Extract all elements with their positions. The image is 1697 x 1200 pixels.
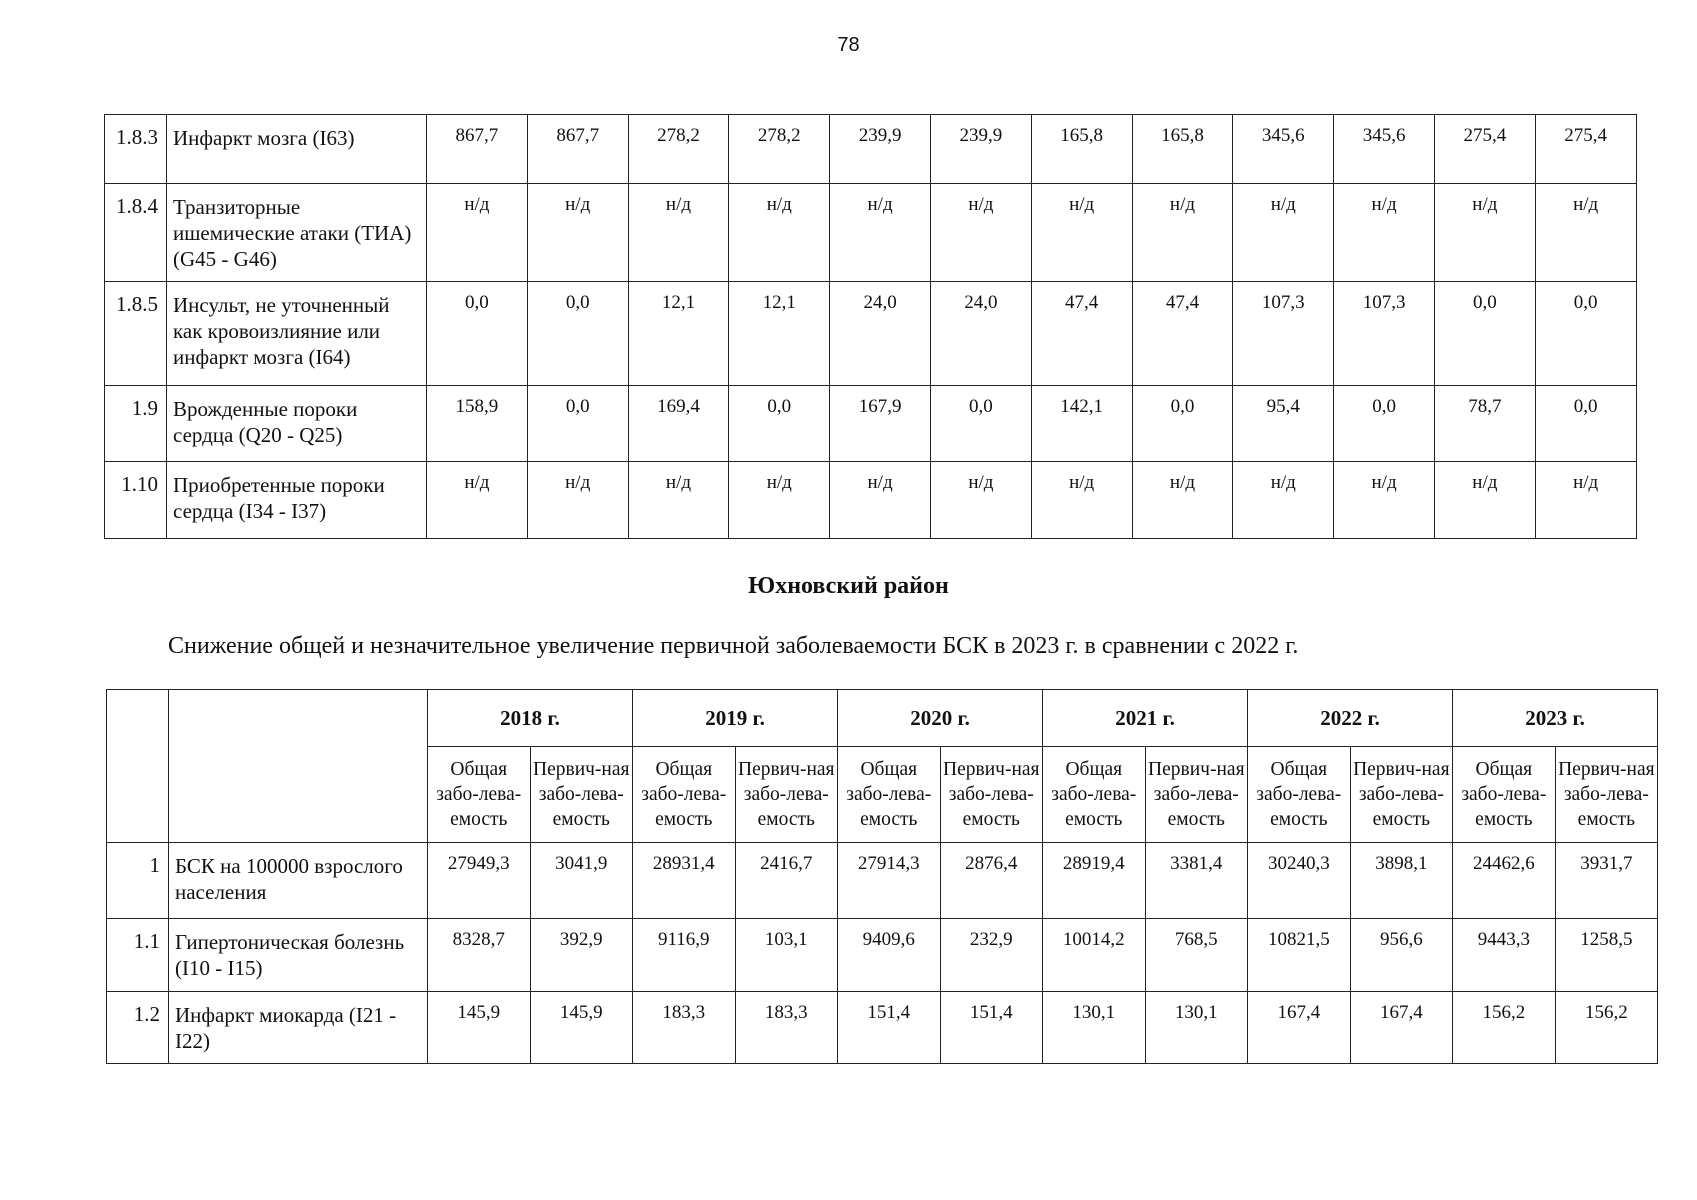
table-cell: 956,6 — [1350, 919, 1453, 992]
table-cell: 156,2 — [1555, 992, 1658, 1064]
table-row — [105, 282, 1637, 386]
primary-morbidity-header: Первич-ная забо-лева-емость — [1555, 747, 1658, 843]
table-cell: 2416,7 — [735, 843, 838, 919]
section-heading: Юхновский район — [748, 573, 949, 599]
table-cell: 24,0 — [830, 282, 931, 386]
table-cell: 10014,2 — [1043, 919, 1146, 992]
year-header: 2023 г. — [1453, 690, 1658, 747]
table-cell: 278,2 — [628, 115, 729, 184]
row-code: 1.1 — [107, 919, 169, 992]
table-cell: 145,9 — [530, 992, 633, 1064]
general-morbidity-header: Общая забо-лева-емость — [838, 747, 941, 843]
table-cell: н/д — [1434, 462, 1535, 539]
table-row — [105, 184, 1637, 282]
row-code: 1.10 — [105, 462, 167, 539]
section-intro: Снижение общей и незначительное увеличение первичной заболеваемости БСК в 2023 г. в сравнении с 2022 г. — [168, 633, 1299, 659]
row-name: БСК на 100000 взрослого населения — [169, 843, 428, 919]
table-cell: 183,3 — [633, 992, 736, 1064]
table-cell: 103,1 — [735, 919, 838, 992]
row-code: 1.8.4 — [105, 184, 167, 282]
table-cell: н/д — [930, 462, 1031, 539]
table-row — [107, 919, 1658, 992]
table-cell: н/д — [1334, 184, 1435, 282]
table-cell: 0,0 — [1535, 282, 1636, 386]
table-cell: н/д — [1434, 184, 1535, 282]
table-cell: н/д — [628, 462, 729, 539]
table-row — [105, 115, 1637, 184]
table-cell: 169,4 — [628, 386, 729, 462]
table-cell: н/д — [1535, 184, 1636, 282]
table-cell: н/д — [1031, 184, 1132, 282]
table-cell: 239,9 — [830, 115, 931, 184]
table-cell: 275,4 — [1434, 115, 1535, 184]
table-cell: 392,9 — [530, 919, 633, 992]
table-cell: 167,4 — [1248, 992, 1351, 1064]
table-cell: н/д — [830, 462, 931, 539]
table-cell: 275,4 — [1535, 115, 1636, 184]
row-name: Инфаркт мозга (I63) — [167, 115, 427, 184]
table-cell: 156,2 — [1453, 992, 1556, 1064]
row-name: Гипертоническая болезнь (I10 - I15) — [169, 919, 428, 992]
table-cell: н/д — [830, 184, 931, 282]
row-name: Транзиторные ишемические атаки (ТИА) (G45 - G46) — [167, 184, 427, 282]
table-cell: 232,9 — [940, 919, 1043, 992]
primary-morbidity-header: Первич-ная забо-лева-емость — [1350, 747, 1453, 843]
table-cell: 28919,4 — [1043, 843, 1146, 919]
row-code: 1.8.5 — [105, 282, 167, 386]
table-cell: 8328,7 — [428, 919, 531, 992]
table-cell: н/д — [729, 184, 830, 282]
table-cell: 151,4 — [940, 992, 1043, 1064]
table-cell: 47,4 — [1132, 282, 1233, 386]
table-cell: 30240,3 — [1248, 843, 1351, 919]
general-morbidity-header: Общая забо-лева-емость — [428, 747, 531, 843]
continuation-table — [104, 114, 1637, 539]
primary-morbidity-header: Первич-ная забо-лева-емость — [735, 747, 838, 843]
table-cell: 0,0 — [527, 386, 628, 462]
table-cell: 3041,9 — [530, 843, 633, 919]
year-header: 2019 г. — [633, 690, 838, 747]
table-cell: 28931,4 — [633, 843, 736, 919]
district-table — [106, 689, 1658, 1064]
table-cell: 0,0 — [1334, 386, 1435, 462]
table-cell: н/д — [1233, 462, 1334, 539]
table-cell: 10821,5 — [1248, 919, 1351, 992]
table-cell: 9443,3 — [1453, 919, 1556, 992]
table-cell: н/д — [427, 462, 528, 539]
table-row — [107, 843, 1658, 919]
table-cell: 867,7 — [427, 115, 528, 184]
year-header-row — [107, 690, 1658, 747]
table-cell: 107,3 — [1233, 282, 1334, 386]
table-cell: н/д — [1535, 462, 1636, 539]
table-cell: 158,9 — [427, 386, 528, 462]
table-cell: 145,9 — [428, 992, 531, 1064]
header-blank-code — [107, 690, 169, 843]
table-cell: 768,5 — [1145, 919, 1248, 992]
table-cell: 9116,9 — [633, 919, 736, 992]
table-cell: н/д — [628, 184, 729, 282]
table-cell: 24,0 — [930, 282, 1031, 386]
table-cell: 3931,7 — [1555, 843, 1658, 919]
table-cell: 183,3 — [735, 992, 838, 1064]
table-cell: 47,4 — [1031, 282, 1132, 386]
table-cell: 278,2 — [729, 115, 830, 184]
year-header: 2021 г. — [1043, 690, 1248, 747]
table-cell: н/д — [1132, 184, 1233, 282]
table-cell: 142,1 — [1031, 386, 1132, 462]
table-cell: 3381,4 — [1145, 843, 1248, 919]
table-cell: 0,0 — [1434, 282, 1535, 386]
row-code: 1.8.3 — [105, 115, 167, 184]
table-cell: 345,6 — [1334, 115, 1435, 184]
table-cell: н/д — [427, 184, 528, 282]
table-cell: 130,1 — [1145, 992, 1248, 1064]
row-name: Инсульт, не уточненный как кровоизлияние или инфаркт мозга (I64) — [167, 282, 427, 386]
table-cell: 78,7 — [1434, 386, 1535, 462]
table-cell: 0,0 — [1535, 386, 1636, 462]
table-cell: 0,0 — [729, 386, 830, 462]
table-cell: н/д — [527, 184, 628, 282]
year-header: 2020 г. — [838, 690, 1043, 747]
row-name: Инфаркт миокарда (I21 - I22) — [169, 992, 428, 1064]
table-cell: 1258,5 — [1555, 919, 1658, 992]
table-cell: 165,8 — [1132, 115, 1233, 184]
table-cell: 0,0 — [527, 282, 628, 386]
table-cell: 12,1 — [628, 282, 729, 386]
row-code: 1.9 — [105, 386, 167, 462]
table-cell: 151,4 — [838, 992, 941, 1064]
general-morbidity-header: Общая забо-лева-емость — [1043, 747, 1146, 843]
table-cell: 345,6 — [1233, 115, 1334, 184]
header-blank-name — [169, 690, 428, 843]
row-name: Приобретенные пороки сердца (I34 - I37) — [167, 462, 427, 539]
table-cell: 130,1 — [1043, 992, 1146, 1064]
table-cell: 2876,4 — [940, 843, 1043, 919]
table-cell: 0,0 — [427, 282, 528, 386]
primary-morbidity-header: Первич-ная забо-лева-емость — [940, 747, 1043, 843]
year-header: 2022 г. — [1248, 690, 1453, 747]
table-row — [105, 386, 1637, 462]
table-cell: н/д — [1031, 462, 1132, 539]
table-cell: 165,8 — [1031, 115, 1132, 184]
table-cell: 867,7 — [527, 115, 628, 184]
table-cell: 107,3 — [1334, 282, 1435, 386]
page-number: 78 — [837, 34, 860, 56]
table-cell: 12,1 — [729, 282, 830, 386]
table-cell: 24462,6 — [1453, 843, 1556, 919]
row-name: Врожденные пороки сердца (Q20 - Q25) — [167, 386, 427, 462]
primary-morbidity-header: Первич-ная забо-лева-емость — [530, 747, 633, 843]
table-cell: 167,4 — [1350, 992, 1453, 1064]
table-cell: н/д — [527, 462, 628, 539]
table-cell: н/д — [1233, 184, 1334, 282]
table-cell: 27949,3 — [428, 843, 531, 919]
table-cell: н/д — [729, 462, 830, 539]
table-cell: 0,0 — [930, 386, 1031, 462]
year-header: 2018 г. — [428, 690, 633, 747]
table-cell: 239,9 — [930, 115, 1031, 184]
row-code: 1 — [107, 843, 169, 919]
primary-morbidity-header: Первич-ная забо-лева-емость — [1145, 747, 1248, 843]
table-row — [105, 462, 1637, 539]
table-cell: 9409,6 — [838, 919, 941, 992]
table-cell: н/д — [930, 184, 1031, 282]
general-morbidity-header: Общая забо-лева-емость — [633, 747, 736, 843]
table-cell: 27914,3 — [838, 843, 941, 919]
table-row — [107, 992, 1658, 1064]
table-cell: н/д — [1334, 462, 1435, 539]
table-cell: 167,9 — [830, 386, 931, 462]
general-morbidity-header: Общая забо-лева-емость — [1248, 747, 1351, 843]
table-cell: 95,4 — [1233, 386, 1334, 462]
table-cell: 3898,1 — [1350, 843, 1453, 919]
table-cell: 0,0 — [1132, 386, 1233, 462]
row-code: 1.2 — [107, 992, 169, 1064]
general-morbidity-header: Общая забо-лева-емость — [1453, 747, 1556, 843]
table-cell: н/д — [1132, 462, 1233, 539]
